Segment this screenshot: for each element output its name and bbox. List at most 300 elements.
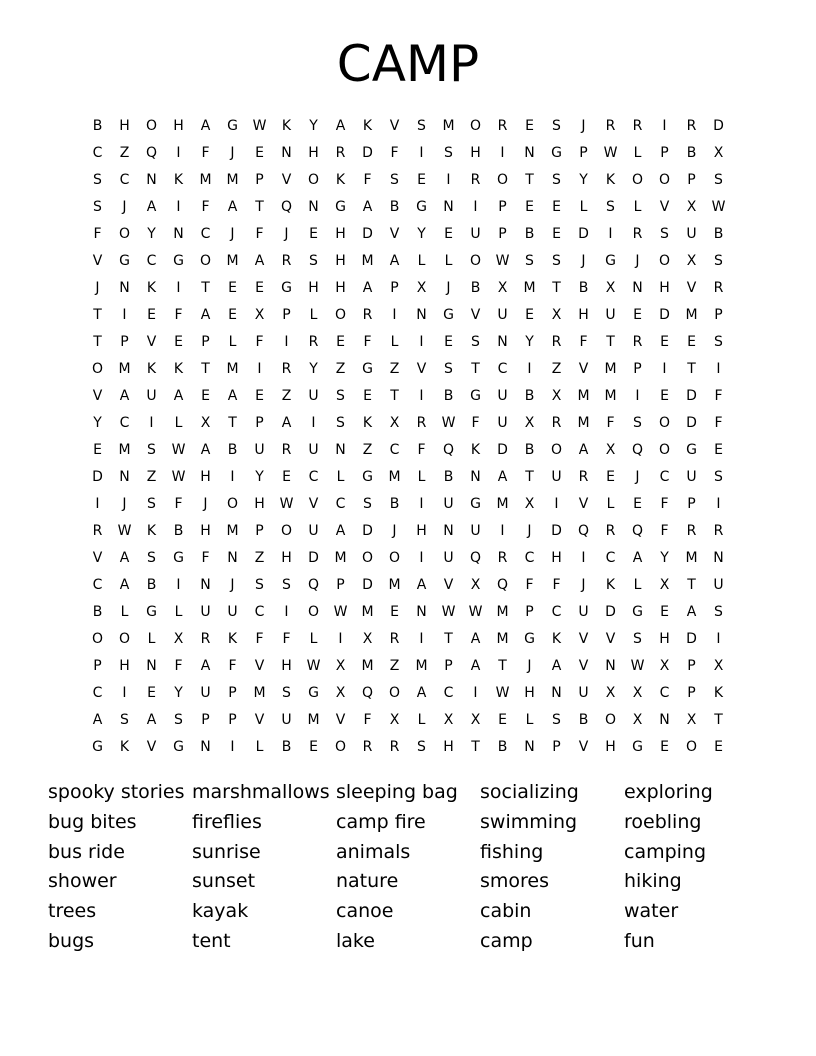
grid-letter: E	[714, 739, 723, 755]
grid-letter: I	[500, 145, 505, 161]
grid-letter: S	[525, 253, 534, 269]
grid-letter: M	[226, 523, 239, 539]
grid-letter: L	[633, 145, 642, 161]
grid-letter: A	[200, 658, 211, 674]
grid-letter: U	[308, 523, 319, 539]
grid-letter: O	[469, 253, 482, 269]
grid-letter: F	[525, 577, 534, 593]
grid-letter: E	[633, 496, 642, 512]
grid-letter: R	[335, 145, 346, 161]
grid-letter: O	[550, 442, 563, 458]
grid-letter: Q	[469, 550, 482, 566]
grid-letter: I	[419, 496, 424, 512]
grid-letter: B	[281, 739, 292, 755]
word-list-item: shower	[48, 870, 117, 893]
grid-letter: O	[685, 739, 698, 755]
grid-letter: S	[552, 118, 561, 134]
grid-letter: M	[226, 172, 239, 188]
grid-letter: T	[93, 334, 102, 350]
grid-letter: F	[174, 307, 183, 323]
grid-letter: F	[255, 334, 264, 350]
grid-letter: T	[714, 712, 723, 728]
grid-letter: L	[228, 334, 237, 350]
grid-letter: E	[444, 226, 453, 242]
word-list-item: camp fire	[336, 810, 426, 833]
grid-letter: R	[281, 253, 292, 269]
grid-letter: G	[227, 118, 238, 134]
word-list-item: hiking	[624, 870, 682, 893]
grid-letter: E	[525, 307, 534, 323]
grid-letter: X	[605, 442, 616, 458]
grid-letter: D	[497, 442, 508, 458]
grid-letter: R	[713, 523, 724, 539]
grid-letter: T	[390, 388, 399, 404]
grid-letter: W	[171, 469, 186, 485]
grid-letter: N	[146, 172, 157, 188]
grid-letter: F	[363, 172, 372, 188]
grid-letter: I	[122, 307, 127, 323]
grid-letter: V	[281, 172, 292, 188]
grid-letter: P	[525, 604, 534, 620]
grid-letter: G	[605, 253, 616, 269]
grid-letter: H	[443, 739, 454, 755]
grid-letter: O	[361, 550, 374, 566]
grid-letter: H	[605, 739, 616, 755]
grid-letter: S	[714, 469, 723, 485]
grid-letter: S	[417, 118, 426, 134]
grid-letter: V	[470, 307, 481, 323]
grid-letter: U	[686, 469, 697, 485]
grid-letter: L	[174, 604, 183, 620]
grid-letter: I	[419, 334, 424, 350]
grid-letter: M	[496, 604, 509, 620]
grid-letter: X	[524, 415, 535, 431]
word-list-item: marshmallows	[192, 781, 330, 803]
grid-letter: K	[470, 442, 481, 458]
grid-letter: N	[605, 658, 616, 674]
word-list-item: bug bites	[48, 810, 137, 833]
grid-letter: W	[117, 523, 132, 539]
word-list-item: kayak	[192, 900, 249, 923]
grid-letter: C	[551, 604, 562, 620]
grid-letter: M	[388, 577, 401, 593]
grid-letter: P	[498, 199, 507, 215]
grid-letter: R	[497, 118, 508, 134]
grid-letter: V	[416, 361, 427, 377]
grid-letter: G	[362, 361, 373, 377]
grid-letter: I	[419, 145, 424, 161]
grid-letter: B	[92, 604, 103, 620]
grid-letter: V	[578, 631, 589, 647]
grid-letter: K	[173, 361, 184, 377]
grid-letter: G	[686, 442, 697, 458]
grid-letter: S	[633, 415, 642, 431]
word-list-item: lake	[336, 929, 375, 952]
word-list-item: smores	[480, 870, 550, 893]
grid-letter: N	[416, 307, 427, 323]
grid-letter: B	[578, 280, 589, 296]
grid-letter: S	[660, 226, 669, 242]
grid-letter: R	[632, 118, 643, 134]
grid-letter: X	[173, 631, 184, 647]
grid-letter: J	[581, 253, 586, 269]
grid-letter: W	[171, 442, 186, 458]
grid-letter: Y	[174, 685, 183, 701]
grid-letter: U	[605, 307, 616, 323]
grid-letter: P	[255, 523, 264, 539]
grid-letter: H	[308, 280, 319, 296]
grid-letter: B	[686, 145, 697, 161]
grid-letter: M	[118, 442, 131, 458]
grid-letter: S	[282, 685, 291, 701]
grid-letter: H	[659, 280, 670, 296]
grid-letter: F	[714, 415, 723, 431]
grid-letter: O	[658, 253, 671, 269]
grid-letter: P	[390, 280, 399, 296]
grid-letter: G	[173, 253, 184, 269]
grid-letter: J	[230, 577, 235, 593]
grid-letter: A	[200, 118, 211, 134]
grid-letter: E	[498, 712, 507, 728]
grid-letter: A	[146, 712, 157, 728]
grid-letter: S	[552, 253, 561, 269]
grid-letter: E	[309, 226, 318, 242]
grid-letter: C	[443, 685, 454, 701]
grid-letter: S	[174, 712, 183, 728]
grid-letter: R	[200, 631, 211, 647]
grid-letter: G	[92, 739, 103, 755]
grid-letter: J	[635, 469, 640, 485]
grid-letter: A	[578, 442, 589, 458]
grid-letter: I	[527, 361, 532, 377]
grid-letter: S	[552, 712, 561, 728]
word-list-item: camping	[624, 840, 707, 863]
grid-letter: X	[713, 658, 724, 674]
grid-letter: O	[658, 415, 671, 431]
grid-letter: N	[200, 739, 211, 755]
grid-letter: E	[174, 334, 183, 350]
grid-letter: R	[389, 739, 400, 755]
grid-letter: N	[713, 550, 724, 566]
grid-letter: F	[417, 442, 426, 458]
grid-letter: F	[255, 631, 264, 647]
grid-letter: I	[311, 415, 316, 431]
grid-letter: S	[147, 550, 156, 566]
grid-letter: U	[146, 388, 157, 404]
grid-letter: S	[93, 199, 102, 215]
grid-letter: E	[525, 199, 534, 215]
grid-letter: U	[497, 415, 508, 431]
grid-letter: U	[686, 226, 697, 242]
grid-letter: I	[608, 226, 613, 242]
grid-letter: N	[227, 550, 238, 566]
grid-letter: V	[92, 253, 103, 269]
grid-letter: E	[525, 118, 534, 134]
grid-letter: S	[93, 172, 102, 188]
grid-letter: I	[338, 631, 343, 647]
grid-letter: G	[335, 199, 346, 215]
grid-letter: G	[524, 631, 535, 647]
grid-letter: A	[389, 253, 400, 269]
grid-letter: K	[227, 631, 238, 647]
grid-letter: V	[308, 496, 319, 512]
grid-letter: C	[497, 361, 508, 377]
grid-letter: A	[335, 523, 346, 539]
grid-letter: H	[524, 685, 535, 701]
grid-letter: P	[579, 145, 588, 161]
grid-letter: S	[714, 253, 723, 269]
grid-letter: I	[554, 496, 559, 512]
grid-letter: H	[200, 469, 211, 485]
grid-letter: L	[579, 199, 588, 215]
grid-letter: P	[660, 145, 669, 161]
grid-letter: X	[605, 685, 616, 701]
grid-letter: L	[120, 604, 129, 620]
grid-letter: C	[335, 496, 346, 512]
grid-letter: W	[333, 604, 348, 620]
grid-letter: X	[686, 253, 697, 269]
grid-letter: U	[443, 496, 454, 512]
grid-letter: G	[416, 199, 427, 215]
grid-letter: T	[201, 280, 210, 296]
grid-letter: I	[284, 604, 289, 620]
grid-letter: D	[713, 118, 724, 134]
grid-letter: J	[203, 496, 208, 512]
grid-letter: O	[118, 631, 131, 647]
grid-letter: U	[551, 469, 562, 485]
grid-letter: N	[443, 199, 454, 215]
grid-letter: P	[498, 226, 507, 242]
grid-letter: R	[92, 523, 103, 539]
grid-letter: A	[119, 388, 130, 404]
grid-letter: S	[147, 442, 156, 458]
grid-letter: S	[309, 253, 318, 269]
grid-letter: L	[606, 496, 615, 512]
grid-letter: W	[468, 604, 483, 620]
word-list-item: trees	[48, 900, 97, 923]
grid-letter: L	[444, 253, 453, 269]
grid-letter: I	[230, 739, 235, 755]
grid-letter: U	[470, 523, 481, 539]
grid-letter: E	[255, 145, 264, 161]
grid-letter: N	[173, 226, 184, 242]
grid-letter: P	[228, 712, 237, 728]
grid-letter: A	[686, 604, 697, 620]
grid-letter: J	[581, 577, 586, 593]
grid-letter: I	[95, 496, 100, 512]
grid-letter: P	[201, 334, 210, 350]
grid-letter: C	[524, 550, 535, 566]
grid-letter: K	[173, 172, 184, 188]
grid-letter: V	[146, 739, 157, 755]
grid-letter: H	[119, 658, 130, 674]
grid-letter: U	[470, 226, 481, 242]
grid-letter: F	[93, 226, 102, 242]
grid-letter: M	[685, 307, 698, 323]
grid-letter: N	[470, 469, 481, 485]
grid-letter: R	[686, 523, 697, 539]
grid-letter: S	[714, 172, 723, 188]
grid-letter: T	[471, 739, 480, 755]
grid-letter: F	[714, 388, 723, 404]
grid-letter: K	[605, 172, 616, 188]
grid-letter: J	[446, 280, 451, 296]
grid-letter: I	[419, 388, 424, 404]
grid-letter: R	[416, 415, 427, 431]
grid-letter: G	[119, 253, 130, 269]
grid-letter: T	[255, 199, 264, 215]
grid-letter: N	[524, 739, 535, 755]
grid-letter: W	[441, 604, 456, 620]
grid-letter: I	[257, 361, 262, 377]
grid-letter: W	[306, 658, 321, 674]
grid-letter: N	[335, 442, 346, 458]
grid-letter: D	[362, 577, 373, 593]
grid-letter: I	[176, 280, 181, 296]
grid-letter: L	[525, 712, 534, 728]
grid-letter: J	[527, 523, 532, 539]
grid-letter: Q	[280, 199, 293, 215]
page-title: CAMP	[336, 35, 480, 93]
grid-letter: A	[200, 307, 211, 323]
grid-letter: J	[581, 118, 586, 134]
grid-letter: S	[552, 172, 561, 188]
grid-letter: K	[281, 118, 292, 134]
grid-letter: V	[578, 496, 589, 512]
grid-letter: M	[199, 172, 212, 188]
grid-letter: T	[228, 415, 237, 431]
grid-letter: X	[389, 415, 400, 431]
grid-letter: H	[470, 145, 481, 161]
grid-letter: P	[687, 658, 696, 674]
grid-letter: R	[605, 118, 616, 134]
grid-letter: G	[470, 388, 481, 404]
grid-letter: O	[334, 307, 347, 323]
grid-letter: A	[146, 199, 157, 215]
word-list-item: camp	[480, 929, 533, 952]
grid-letter: S	[714, 604, 723, 620]
grid-letter: U	[254, 442, 265, 458]
grid-letter: J	[635, 253, 640, 269]
grid-letter: V	[578, 658, 589, 674]
grid-letter: H	[308, 145, 319, 161]
grid-letter: D	[659, 307, 670, 323]
grid-letter: V	[389, 226, 400, 242]
grid-letter: Z	[281, 388, 292, 404]
grid-letter: E	[714, 442, 723, 458]
grid-letter: V	[92, 550, 103, 566]
word-list-item: cabin	[480, 900, 532, 923]
grid-letter: R	[281, 361, 292, 377]
grid-letter: J	[230, 145, 235, 161]
grid-letter: A	[632, 550, 643, 566]
grid-letter: F	[363, 334, 372, 350]
grid-letter: P	[633, 361, 642, 377]
grid-letter: C	[92, 685, 103, 701]
grid-letter: S	[633, 631, 642, 647]
grid-letter: C	[200, 226, 211, 242]
grid-letter: U	[227, 604, 238, 620]
grid-letter: I	[176, 199, 181, 215]
grid-letter: A	[551, 658, 562, 674]
grid-letter: B	[443, 469, 454, 485]
grid-letter: O	[226, 496, 239, 512]
grid-letter: Q	[631, 523, 644, 539]
grid-letter: A	[362, 199, 373, 215]
grid-letter: S	[714, 334, 723, 350]
grid-letter: B	[578, 712, 589, 728]
grid-letter: I	[230, 469, 235, 485]
grid-letter: K	[335, 172, 346, 188]
grid-letter: E	[336, 334, 345, 350]
grid-letter: R	[713, 280, 724, 296]
grid-letter: L	[174, 415, 183, 431]
grid-letter: I	[500, 523, 505, 539]
grid-letter: U	[497, 388, 508, 404]
grid-letter: P	[444, 658, 453, 674]
grid-letter: A	[173, 388, 184, 404]
grid-letter: S	[120, 712, 129, 728]
grid-letter: D	[92, 469, 103, 485]
grid-letter: Z	[119, 145, 130, 161]
grid-letter: F	[174, 658, 183, 674]
grid-letter: G	[173, 739, 184, 755]
word-list-item: swimming	[480, 810, 578, 833]
grid-letter: L	[417, 712, 426, 728]
grid-letter: U	[281, 712, 292, 728]
grid-letter: G	[308, 685, 319, 701]
grid-letter: G	[362, 469, 373, 485]
grid-letter: K	[551, 631, 562, 647]
grid-letter: X	[632, 712, 643, 728]
grid-letter: L	[417, 469, 426, 485]
grid-letter: I	[662, 361, 667, 377]
grid-letter: P	[336, 577, 345, 593]
grid-letter: H	[659, 631, 670, 647]
grid-letter: I	[473, 199, 478, 215]
grid-letter: U	[578, 685, 589, 701]
grid-letter: F	[282, 631, 291, 647]
grid-letter: M	[361, 604, 374, 620]
grid-letter: F	[471, 415, 480, 431]
grid-letter: M	[442, 118, 455, 134]
grid-letter: M	[496, 631, 509, 647]
grid-letter: V	[92, 388, 103, 404]
grid-letter: H	[281, 658, 292, 674]
grid-letter: A	[92, 712, 103, 728]
grid-letter: O	[118, 226, 131, 242]
grid-letter: U	[308, 442, 319, 458]
grid-letter: H	[173, 118, 184, 134]
word-list-item: sunrise	[192, 840, 261, 863]
grid-letter: F	[201, 145, 210, 161]
grid-letter: X	[416, 280, 427, 296]
grid-letter: B	[497, 739, 508, 755]
word-list-item: fishing	[480, 840, 544, 863]
grid-letter: T	[444, 631, 453, 647]
grid-letter: H	[551, 550, 562, 566]
grid-letter: D	[362, 523, 373, 539]
grid-letter: A	[470, 631, 481, 647]
grid-letter: X	[470, 577, 481, 593]
grid-letter: U	[200, 685, 211, 701]
grid-letter: A	[416, 577, 427, 593]
grid-letter: S	[336, 415, 345, 431]
grid-letter: U	[578, 604, 589, 620]
grid-letter: L	[147, 631, 156, 647]
grid-letter: R	[551, 334, 562, 350]
grid-letter: Y	[255, 469, 264, 485]
